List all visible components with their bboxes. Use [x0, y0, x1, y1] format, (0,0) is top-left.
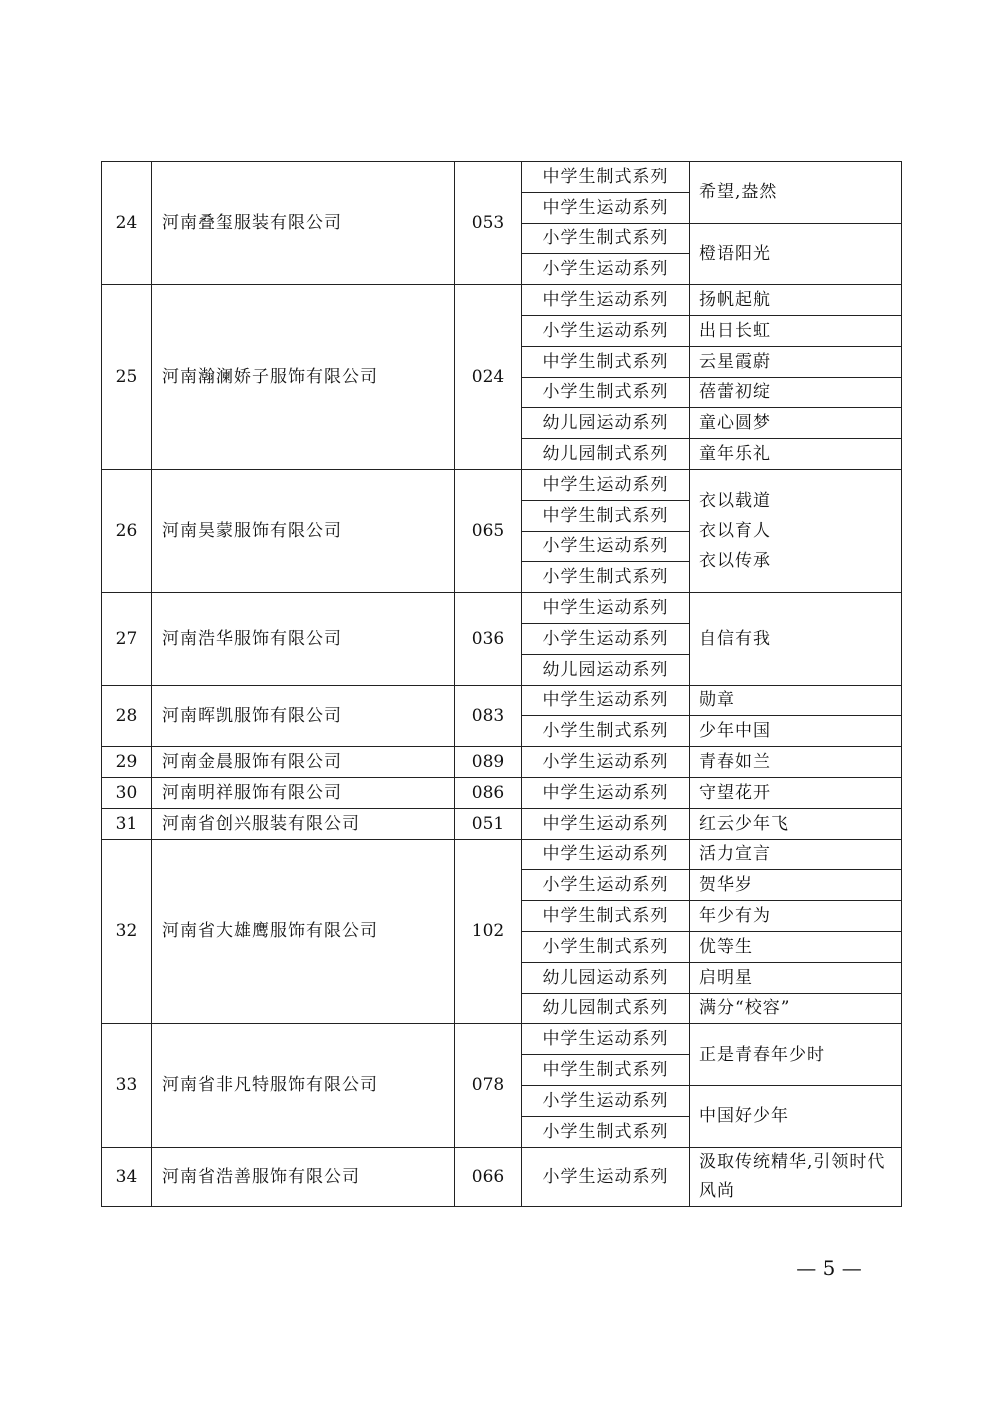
- series-name: 中国好少年: [690, 1085, 902, 1147]
- company-code: 102: [455, 839, 522, 1024]
- company-code: 089: [455, 747, 522, 778]
- company-code: 051: [455, 808, 522, 839]
- series-cell: 小学生运动系列: [522, 1085, 690, 1116]
- table-row: [102, 162, 902, 193]
- series-cell: 中学生运动系列: [522, 593, 690, 624]
- series-cell: 小学生运动系列: [522, 315, 690, 346]
- series-cell: 中学生制式系列: [522, 346, 690, 377]
- table-row: [102, 469, 902, 500]
- row-number: 26: [102, 469, 152, 592]
- series-cell: 小学生制式系列: [522, 931, 690, 962]
- table-row: [102, 808, 902, 839]
- series-name: 蓓蕾初绽: [690, 377, 902, 408]
- series-cell: 幼儿园运动系列: [522, 654, 690, 685]
- series-cell: 小学生运动系列: [522, 870, 690, 901]
- series-cell: 中学生运动系列: [522, 808, 690, 839]
- series-cell: 幼儿园制式系列: [522, 439, 690, 470]
- table-row: [102, 285, 902, 316]
- page-number: — 5 —: [796, 1256, 862, 1280]
- company-name: 河南叠玺服装有限公司: [152, 162, 455, 285]
- table-row: [102, 747, 902, 778]
- series-cell: 小学生运动系列: [522, 747, 690, 778]
- series-name: 衣以育人: [699, 521, 771, 542]
- series-cell: 小学生运动系列: [522, 1147, 690, 1206]
- series-cell: 中学生制式系列: [522, 901, 690, 932]
- company-code: 078: [455, 1024, 522, 1147]
- series-name: 衣以传承: [699, 551, 771, 572]
- series-cell: 中学生运动系列: [522, 1024, 690, 1055]
- series-name: 汲取传统精华,引领时代风尚: [690, 1147, 902, 1206]
- series-name: 云星霞蔚: [690, 346, 902, 377]
- series-name: 活力宣言: [690, 839, 902, 870]
- company-code: 024: [455, 285, 522, 470]
- series-name: 希望,盎然: [690, 162, 902, 224]
- series-name: 橙语阳光: [690, 223, 902, 285]
- table-row: [102, 777, 902, 808]
- series-cell: 小学生运动系列: [522, 623, 690, 654]
- company-code: 053: [455, 162, 522, 285]
- row-number: 32: [102, 839, 152, 1024]
- product-list-table: [101, 161, 902, 1207]
- series-name: 勋章: [690, 685, 902, 716]
- table-row: [102, 1147, 902, 1206]
- series-name: 童年乐礼: [690, 439, 902, 470]
- series-cell: 中学生制式系列: [522, 1055, 690, 1086]
- company-name: 河南省非凡特服饰有限公司: [152, 1024, 455, 1147]
- series-name: 自信有我: [690, 593, 902, 685]
- series-cell: 中学生制式系列: [522, 162, 690, 193]
- company-name: 河南省浩善服饰有限公司: [152, 1147, 455, 1206]
- series-name: 少年中国: [690, 716, 902, 747]
- series-name: 童心圆梦: [690, 408, 902, 439]
- series-name: 满分“校容”: [690, 993, 902, 1024]
- row-number: 24: [102, 162, 152, 285]
- series-cell: 幼儿园运动系列: [522, 408, 690, 439]
- series-cell: 中学生运动系列: [522, 285, 690, 316]
- series-cell: 小学生运动系列: [522, 531, 690, 562]
- series-cell: 小学生运动系列: [522, 254, 690, 285]
- company-code: 083: [455, 685, 522, 747]
- series-name: 衣以载道: [699, 491, 771, 512]
- series-cell: 小学生制式系列: [522, 377, 690, 408]
- table-row: [102, 1024, 902, 1055]
- series-name: 青春如兰: [690, 747, 902, 778]
- company-code: 065: [455, 469, 522, 592]
- company-name: 河南明祥服饰有限公司: [152, 777, 455, 808]
- series-name: 优等生: [690, 931, 902, 962]
- series-name: 红云少年飞: [690, 808, 902, 839]
- series-cell: 中学生运动系列: [522, 469, 690, 500]
- series-cell: 幼儿园运动系列: [522, 962, 690, 993]
- series-cell: 小学生制式系列: [522, 223, 690, 254]
- company-name: 河南晖凯服饰有限公司: [152, 685, 455, 747]
- series-name: 年少有为: [690, 901, 902, 932]
- company-code: 086: [455, 777, 522, 808]
- company-name: 河南瀚澜娇子服饰有限公司: [152, 285, 455, 470]
- series-name: 正是青春年少时: [690, 1024, 902, 1086]
- company-code: 066: [455, 1147, 522, 1206]
- series-cell: 中学生运动系列: [522, 192, 690, 223]
- series-cell: 中学生运动系列: [522, 685, 690, 716]
- company-name: 河南省大雄鹰服饰有限公司: [152, 839, 455, 1024]
- series-cell: 幼儿园制式系列: [522, 993, 690, 1024]
- company-name: 河南金晨服饰有限公司: [152, 747, 455, 778]
- series-cell: 中学生制式系列: [522, 500, 690, 531]
- series-cell: 小学生制式系列: [522, 562, 690, 593]
- company-name: 河南省创兴服装有限公司: [152, 808, 455, 839]
- series-cell: 中学生运动系列: [522, 839, 690, 870]
- company-code: 036: [455, 593, 522, 685]
- series-cell: 小学生制式系列: [522, 1116, 690, 1147]
- row-number: 27: [102, 593, 152, 685]
- company-name: 河南昊蒙服饰有限公司: [152, 469, 455, 592]
- series-name: 出日长虹: [690, 315, 902, 346]
- row-number: 34: [102, 1147, 152, 1206]
- series-cell: 中学生运动系列: [522, 777, 690, 808]
- row-number: 33: [102, 1024, 152, 1147]
- series-name: 守望花开: [690, 777, 902, 808]
- row-number: 30: [102, 777, 152, 808]
- table-row: [102, 839, 902, 870]
- row-number: 28: [102, 685, 152, 747]
- series-name: 扬帆起航: [690, 285, 902, 316]
- series-name: 启明星: [690, 962, 902, 993]
- series-name: 贺华岁: [690, 870, 902, 901]
- table-row: [102, 593, 902, 624]
- series-names-multiline: [690, 469, 902, 592]
- company-name: 河南浩华服饰有限公司: [152, 593, 455, 685]
- row-number: 29: [102, 747, 152, 778]
- table-row: [102, 685, 902, 716]
- series-cell: 小学生制式系列: [522, 716, 690, 747]
- row-number: 25: [102, 285, 152, 470]
- row-number: 31: [102, 808, 152, 839]
